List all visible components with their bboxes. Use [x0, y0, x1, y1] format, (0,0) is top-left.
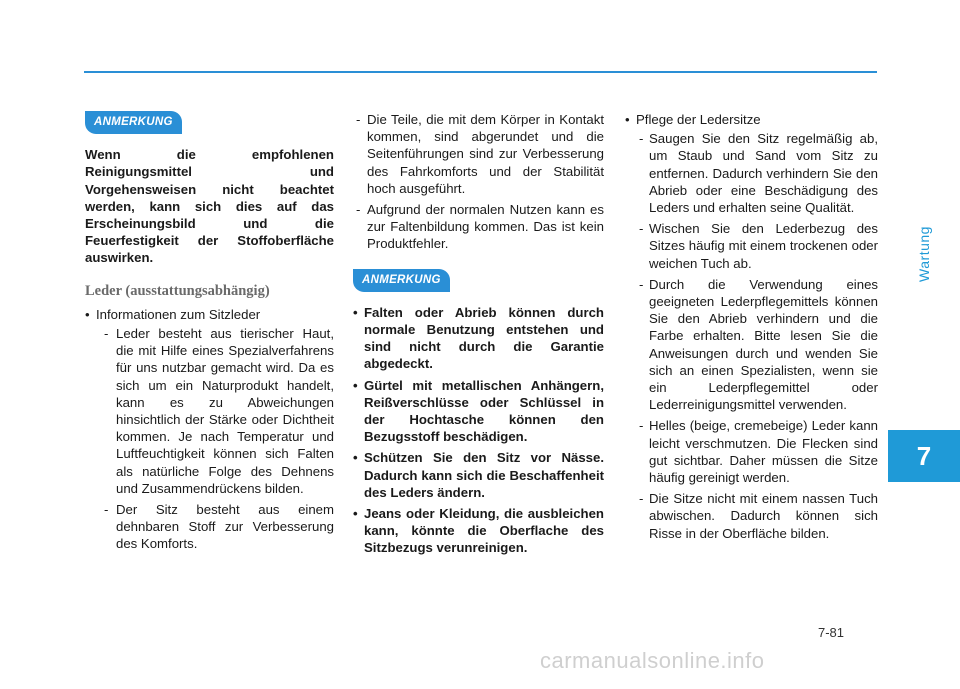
bullet-item: [625, 111, 878, 128]
section-heading: Leder (ausstattungsabhängig): [85, 282, 270, 299]
dash-list: [353, 111, 604, 253]
note-badge: ANMERKUNG: [85, 111, 182, 134]
dash-item: - Helles (beige, cremebeige) Leder kann leicht verschmutzen. Die Flecken sind gut sichtbar. Daher müssen die Sitze häufig gereinigt werden.: [625, 417, 878, 486]
section-label: Wartung: [915, 226, 932, 282]
note-bullet: • Jeans oder Kleidung, die ausbleichen kann, könnte die Oberflache des Sitzbezugs verunreinigen.: [353, 505, 604, 557]
dash-item: - Wischen Sie den Lederbezug des Sitzes häufig mit einem trockenen oder weichen Tuch ab.: [625, 220, 878, 272]
note-bullet: • Gürtel mit metallischen Anhängern, Reißverschlüsse oder Schlüssel in der Hochtasche können den Bezugsstoff beschädigen.: [353, 377, 604, 446]
note-bullet-list: [353, 304, 604, 557]
watermark: carmanualsonline.info: [540, 648, 765, 673]
dash-item: - Die Sitze nicht mit einem nassen Tuch abwischen. Dadurch können sich Risse in der Oberfläche bilden.: [625, 490, 878, 542]
dash-list: [96, 325, 334, 553]
header-rule: [84, 71, 877, 73]
dash-item: - Die Teile, die mit dem Körper in Kontakt kommen, sind abgerundet und die Seitenführungen sind zur Verbesserung des Fahrkomforts und der Stabilität hoch ausgeführt.: [353, 111, 604, 197]
bullet-text: Pflege der Ledersitze: [636, 112, 761, 127]
dash-item: - Saugen Sie den Sitz regelmäßig ab, um Staub und Sand vom Sitz zu entfernen. Dadurch verhindern Sie den Abrieb oder eine Beschädigung des Leders und erhalten seine Qualität.: [625, 130, 878, 216]
chapter-number: 7: [916, 440, 932, 471]
dash-item: - Der Sitz besteht aus einem dehnbaren Stoff zur Verbesserung des Komforts.: [96, 501, 334, 553]
page-number: 7-81: [818, 625, 845, 640]
note-badge: ANMERKUNG: [353, 269, 450, 292]
section-tab: [888, 83, 960, 425]
dash-item: - Leder besteht aus tierischer Haut, die mit Hilfe eines Spezialverfahrens für uns nutzbar gemacht wird. Da es sich um ein Naturprodukt handelt, kann es zu Abweichungen hinsichtlich der Stärke oder Dichtheit kommen. Je nach Temperatur und Luftfeuchtigkeit können sich Falten als natürliche Folge des Dehnens und Zusammendrückens bilden.: [96, 325, 334, 497]
dash-list: [625, 130, 878, 542]
bullet-list: [625, 111, 878, 128]
bullet-text: Informationen zum Sitzleder: [96, 306, 261, 322]
note-text: Wenn die empfohlenen Reinigungsmittel und Vorgehensweisen nicht beachtet werden, kann sich dies auf das Erscheinungsbild und die Feuerfestigkeit der Stoffoberfläche auswirken.: [85, 147, 334, 266]
note-bullet: • Falten oder Abrieb können durch normale Benutzung entstehen und sind nicht durch die Garantie abgedeckt.: [353, 304, 604, 373]
bullet-item: [85, 306, 334, 553]
dash-item: - Durch die Verwendung eines geeigneten Lederpflegemittels können Sie den Abrieb verhindern und die Farbe erhalten. Bitte lesen Sie die Anweisungen durch und wenden Sie sich an einen Spezialisten, wenn sie ein Lederpflegemittel oder Lederreinigungsmittel verwenden.: [625, 276, 878, 414]
column-2: [353, 111, 604, 561]
dash-item: - Aufgrund der normalen Nutzen kann es zur Faltenbildung kommen. Das ist kein Produktfehler.: [353, 201, 604, 253]
bullet-list: [85, 306, 334, 553]
chapter-tab: [888, 430, 960, 482]
column-3: [625, 111, 878, 546]
column-1: [85, 111, 334, 557]
note-bullet: • Schützen Sie den Sitz vor Nässe. Dadurch kann sich die Beschaffenheit des Leders ändern.: [353, 449, 604, 501]
